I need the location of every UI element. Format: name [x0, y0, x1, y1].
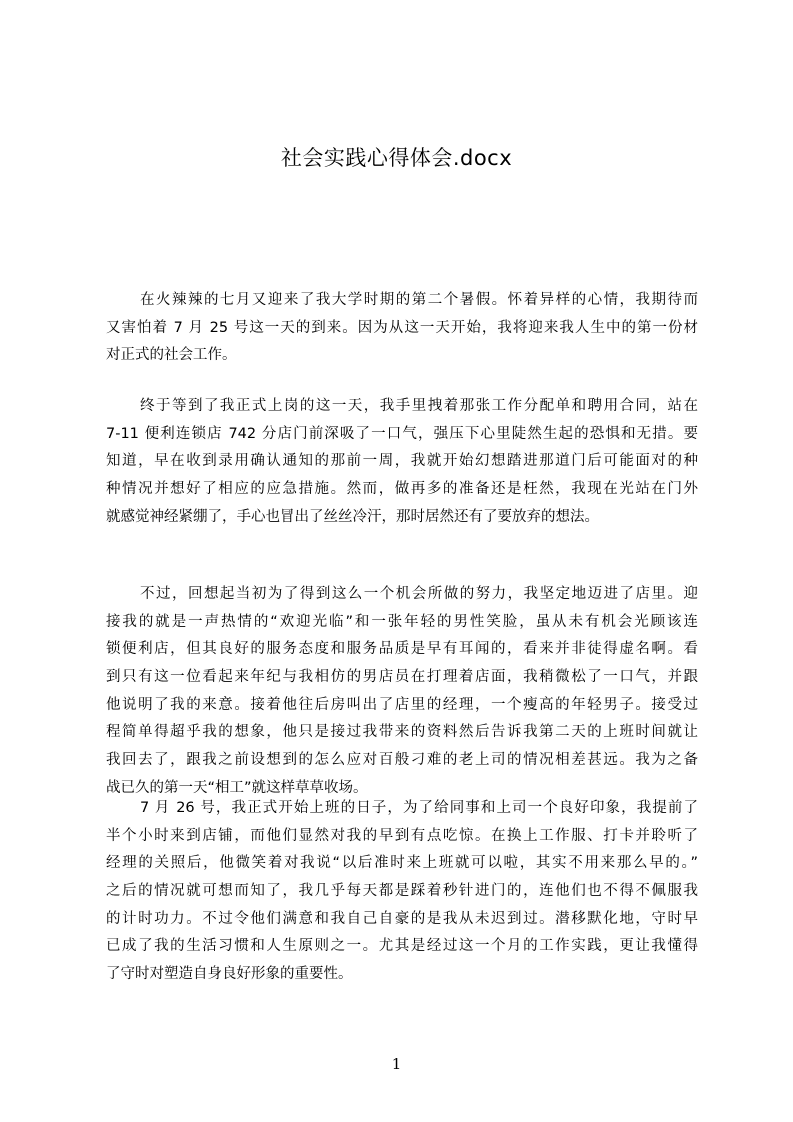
paragraph-4 [106, 795, 698, 989]
paragraph-line: 程简单得超乎我的想象，他只是接过我带来的资料然后告诉我第二天的上班时间就让 [106, 724, 698, 741]
paragraph-line: 知道，早在收到录用确认通知的那前一周，我就开始幻想踏进那道门后可能面对的种 [106, 453, 698, 470]
paragraph-line: 7 月 26 号，我正式开始上班的日子，为了给同事和上司一个良好印象，我提前了 [140, 800, 698, 816]
paragraph-line: 之后的情况就可想而知了，我几乎每天都是踩着秒针进门的，连他们也不得不佩服我 [106, 883, 698, 900]
paragraph-line: 战已久的第一天“相工”就这样草草收场。 [106, 779, 368, 796]
document-title: 社会实践心得体会.docx [280, 146, 513, 170]
paragraph-2 [106, 393, 698, 531]
paragraph-line: 种情况并想好了相应的应急措施。然而，做再多的准备还是枉然，我现在光站在门外 [106, 481, 698, 498]
paragraph-line: 不过，回想起当初为了得到这么一个机会所做的努力，我坚定地迈进了店里。迎 [140, 586, 698, 602]
paragraph-line: 锁便利店，但其良好的服务态度和服务品质是早有耳闻的，看来并非徒得虚名啊。看 [106, 641, 698, 658]
paragraph-1 [106, 287, 698, 370]
paragraph-line: 了守时对塑造自身良好形象的重要性。 [106, 966, 353, 983]
paragraph-line: 又害怕着 7 月 25 号这一天的到来。因为从这一天开始，我将迎来我人生中的第一份材 [106, 319, 698, 336]
paragraph-line: 就感觉神经紧绷了，手心也冒出了丝丝冷汗，那时居然还有了要放弃的想法。 [106, 508, 599, 525]
paragraph-line: 终于等到了我正式上岗的这一天，我手里拽着那张工作分配单和聘用合同，站在 [140, 398, 698, 414]
paragraph-line: 半个小时来到店铺，而他们显然对我的早到有点吃惊。在换上工作服、打卡并聆听了 [106, 827, 698, 844]
paragraph-line: 的计时功力。不过令他们满意和我自己自豪的是我从未迟到过。潜移默化地，守时早 [106, 910, 698, 927]
paragraph-line: 经理的关照后，他微笑着对我说“以后准时来上班就可以啦，其实不用来那么早的。” [106, 855, 698, 872]
page-number: 1 [391, 1055, 402, 1073]
paragraph-line: 在火辣辣的七月又迎来了我大学时期的第二个暑假。怀着异样的心情，我期待而 [140, 292, 698, 308]
paragraph-line: 他说明了我的来意。接着他往后房叫出了店里的经理，一个瘦高的年轻男子。接受过 [106, 696, 698, 713]
paragraph-line: 对正式的社会工作。 [106, 347, 237, 364]
paragraph-line: 接我的就是一声热情的“欢迎光临”和一张年轻的男性笑脸，虽从未有机会光顾该连 [106, 613, 698, 630]
paragraph-line: 7-11 便利连锁店 742 分店门前深吸了一口气，强压下心里陡然生起的恐惧和无措。要 [106, 425, 698, 442]
paragraph-line: 到只有这一位看起来年纪与我相仿的男店员在打理着店面，我稍微松了一口气，并跟 [106, 669, 698, 686]
paragraph-line: 已成了我的生活习惯和人生原则之一。尤其是经过这一个月的工作实践，更让我懂得 [106, 938, 698, 955]
paragraph-line: 我回去了，跟我之前设想到的怎么应对百般刁难的老上司的情况相差甚远。我为之备 [106, 752, 698, 769]
paragraph-3 [106, 581, 698, 803]
